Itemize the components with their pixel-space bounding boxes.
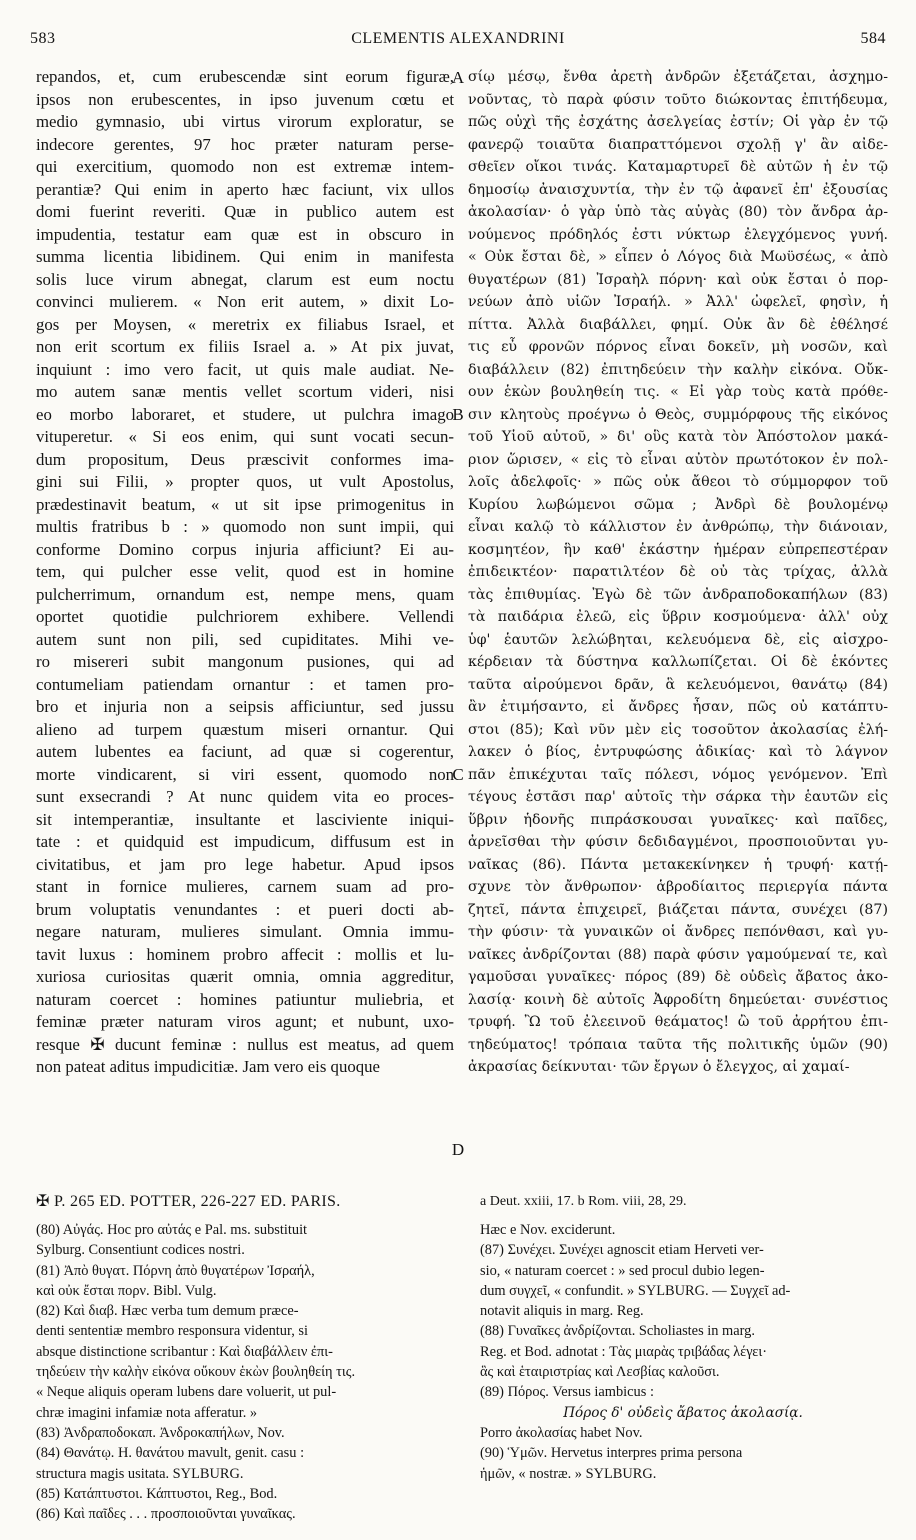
- greek-text-line: τηδεύματος! τρόπαια ταῦτα τῆς πολιτικῆς ὑμῶν (90): [468, 1036, 888, 1053]
- footnote-line: Sylburg. Consentiunt codices nostri.: [36, 1242, 245, 1259]
- footnote-line: « Neque aliquis operam lubens dare voluerit, ut pul-: [36, 1384, 337, 1401]
- latin-text-line: solis luce virum abnegat, clarum est eum noctu: [36, 269, 454, 289]
- latin-text-line: gos per Moysen, « meretrix ex filiabus Israel, et: [36, 314, 454, 334]
- greek-text-line: ναῖκας (86). Πάντα μετακεκίνηκεν ἡ τρυφή· κατῄ-: [468, 856, 888, 873]
- greek-text-line: ἀκολασίαν· ὁ γὰρ ὑπὸ τὰς αὐγὰς (80) τὸν ἄνδρα ἀρ-: [468, 204, 888, 220]
- greek-text-line: πῶς οὐχὶ τῆς ἐσχάτης ἀσελγείας ἐστίν; Οἱ γὰρ ἐν τῷ: [468, 114, 888, 130]
- footnote-line: (89) Πόρος. Versus iambicus :: [480, 1384, 654, 1401]
- greek-text-line: δημοσίῳ ἀναισχυντία, τὴν ἐν τῷ ἀφανεῖ ἐπ' ἐξουσίας: [468, 181, 888, 198]
- greek-text-line: τοῦ Υἱοῦ αὐτοῦ, » δι' οὓς κατὰ τὸν Ἀπόστολον μακά-: [468, 429, 888, 445]
- footnote-line: dum συγχεῖ, « confundit. » SYLBURG. — Συγχεῖ ad-: [480, 1282, 791, 1299]
- footnote-line: Πόρος δ' οὐδεὶς ἄβατος ἀκολασίᾳ.: [563, 1404, 803, 1421]
- greek-text-line: τὰς ἐπιθυμίας. Ἐγὼ δὲ τῶν ἀνδραποδοκαπήλων (83): [468, 586, 888, 603]
- latin-text-line: civitatibus, et jam pro lege habetur. Apud ipsos: [36, 854, 454, 874]
- greek-text-line: νοῦντας, τὸ παρὰ φύσιν τοῦτο διώκοντας ἐπιτήδευμα,: [468, 91, 888, 108]
- greek-text-line: Κυρίου λωβώμενοι σῶμα ; Ἀνδρὶ δὲ βουλομένῳ: [468, 496, 888, 513]
- greek-text-line: γαμοῦσαι γυναῖκες· πόρος (89) δὲ οὐδεὶς ἄβατος ἀκο-: [468, 969, 888, 985]
- latin-text-line: feminæ præter naturam viros agunt; et nubunt, uxo-: [36, 1012, 454, 1031]
- footnote-line: (84) Θανάτῳ. H. θανάτου mavult, genit. casu :: [36, 1445, 305, 1462]
- latin-text-line: tavit luxus : hominem probro affecit : mollis et lu-: [36, 944, 454, 964]
- latin-text-line: dum propositum, Deus præscivit conformes ima-: [36, 449, 454, 469]
- footnote-line: (85) Κατάπτυστοι. Κάπτυστοι, Reg., Bod.: [36, 1485, 278, 1502]
- footnote-line: notavit aliquis in marg. Reg.: [480, 1303, 644, 1320]
- footnotes-right: [480, 1220, 886, 1484]
- greek-text-line: σθεῖεν οἴκοι τινάς. Καταμαρτυρεῖ δὲ αὐτῶν ἡ ἐν τῷ: [468, 159, 888, 175]
- greek-text-line: ριον ὥρισεν, « εἰς τὸ εἶναι αὐτὸν πρωτότοκον ἐν πολ-: [468, 451, 888, 468]
- footnote-line: τηδεύειν τὴν καλὴν εἰκόνα οὔκουν ἑκὼν βουληθείη τις.: [36, 1364, 356, 1381]
- margin-marker-a: A: [451, 68, 465, 87]
- latin-text-line: alieno ad turpem quæstum miseri ornantur. Qui: [36, 719, 454, 739]
- page-number-right: 584: [860, 30, 886, 47]
- greek-text-line: τρυφή. Ὢ τοῦ ἐλεεινοῦ θεάματος! ὢ τοῦ ἀρρήτου ἐπι-: [468, 1014, 888, 1030]
- latin-text-line: ro misereri subit mangonum pusiones, qui ad: [36, 652, 454, 671]
- latin-text-line: domi fuerint reveriti. Quæ in publico autem est: [36, 202, 454, 221]
- latin-text-line: vituperetur. « Si eos enim, qui sunt vocati secun-: [36, 427, 454, 446]
- latin-text-line: morte vindicarent, si viri essent, quomodo non: [36, 764, 454, 784]
- running-header: [30, 30, 886, 54]
- latin-text-line: conforme Domino corpus injuria afficiunt? Ei au-: [36, 539, 454, 559]
- greek-column: [468, 66, 888, 1168]
- latin-text-line: perantiæ? Qui enim in aperto hæc faciunt, vix ullos: [36, 179, 454, 199]
- margin-marker-d: D: [451, 1140, 465, 1159]
- greek-text-line: εἶναι καλῷ τὸ κάλλιστον ἐν ἀνθρώπῳ, τὴν διάνοιαν,: [468, 519, 888, 535]
- latin-text-line: prædestinavit beatum, « ut sit ipse primogenitus in: [36, 494, 454, 514]
- footnote-line: Reg. et Bod. adnotat : Τὰς μιαρὰς τριβάδας λέγει·: [480, 1343, 768, 1360]
- footnote-line: structura magis usitata. SYLBURG.: [36, 1465, 244, 1482]
- latin-text-line: indecore gerentes, 97 hoc præter naturam perse-: [36, 134, 454, 154]
- latin-text-line: qui exercitium, quomodo non est extremæ intem-: [36, 157, 454, 176]
- margin-marker-b: B: [452, 405, 464, 424]
- footnote-line: (87) Συνέχει. Συνέχει agnoscit etiam Herveti ver-: [480, 1242, 764, 1259]
- page-number-left: 583: [30, 30, 56, 47]
- footnote-line: (90) Ὑμῶν. Hervetus interpres prima persona: [480, 1445, 743, 1462]
- latin-text-line: gini sui Filii, » propter quos, ut vult Apostolus,: [36, 472, 454, 491]
- latin-text-line: mo autem sanæ mentis vellet scortum videri, nisi: [36, 382, 454, 401]
- running-title: CLEMENTIS ALEXANDRINI: [351, 30, 565, 47]
- greek-text-line: σιν κλητοὺς προέγνω ὁ Θεὸς, συμμόρφους τῆς εἰκόνος: [468, 406, 888, 423]
- latin-text-line: non erit scortum ex filiis Israel a. » At pix juvat,: [36, 337, 454, 356]
- latin-text-line: non pateat aditus impudicitiæ. Jam vero eis quoque: [36, 1057, 380, 1076]
- greek-text-line: διαβάλλειν (82) ἐπιτηδεύειν τὴν καλὴν εἰκόνα. Οὔκ-: [468, 361, 888, 378]
- greek-text-line: λασίᾳ· κοινὴ δὲ αὐτοῖς Ἀφροδίτη δημεύεται· συνέστιος: [468, 991, 888, 1008]
- footnote-line: denti sententiæ membro responsura videntur, si: [36, 1323, 308, 1340]
- greek-text-line: νούμενος πρόδηλός ἐστι νύκτωρ ἐλεγχόμενος γυνή.: [468, 226, 888, 243]
- footnote-line: (82) Καὶ διαβ. Hæc verba tum demum præce-: [36, 1303, 299, 1320]
- latin-text-line: pulcherrimum, ornandum est, nempe mens, quam: [36, 584, 454, 604]
- greek-text-line: ὕβριν ἡδονῆς πιπράσκουσαι γυναῖκες· καὶ παῖδες,: [468, 811, 888, 828]
- greek-text-line: τέγους ἑστᾶσι παρ' αὐτοῖς τὴν σάρκα τὴν ἑαυτῶν εἰς: [468, 789, 888, 805]
- latin-text-line: naturam coercet : homines patiuntur muliebria, et: [36, 989, 454, 1009]
- greek-text-line: τὰ παιδάρια ἐλεῶ, εἰς ὕβριν κοσμούμενα· ἀλλ' οὐχ: [468, 609, 888, 625]
- latin-text-line: brum voluptatis venundantes : et pueri docti ab-: [36, 899, 454, 919]
- latin-text-line: resque ✠ ducunt feminæ : nullus est meatus, ad quem: [36, 1034, 454, 1054]
- footnote-line: absque distinctione scribantur : Καὶ διαβάλλειν ἐπι-: [36, 1343, 333, 1360]
- footnotes-left: [36, 1220, 454, 1524]
- greek-text-line: « Οὐκ ἔσται δὲ, » εἶπεν ὁ Λόγος διὰ Μωϋσέως, « ἀπὸ: [468, 249, 888, 265]
- scripture-references: a Deut. xxiii, 17. b Rom. viii, 28, 29.: [480, 1194, 687, 1209]
- footnote-line: chræ imagini infamiæ nota afferatur. »: [36, 1404, 258, 1421]
- greek-text-line: στοι (85); Καὶ νῦν μὲν εἰς τοσοῦτον ἀκολασίας ἐλή-: [468, 721, 888, 738]
- greek-text-line: ουν ἑκὼν βουληθείη τις. « Εἰ γὰρ τοὺς κατὰ πρόθε-: [468, 384, 888, 400]
- greek-text-line: σίῳ μέσῳ, ἔνθα ἀρετὴ ἀνδρῶν ἐξετάζεται, ἀσχημο-: [468, 69, 888, 85]
- latin-text-line: convinci mulierem. « Non erit autem, » dixit Lo-: [36, 292, 454, 311]
- greek-text-line: ἂν ἐτιμήσαντο, εἰ ἄνδρες ἦσαν, πῶς οὐ κατάπτυ-: [468, 699, 888, 715]
- latin-text-line: tem, qui pulcher esse velit, quod est in homine: [36, 562, 454, 581]
- latin-text-line: negare naturam, mulieres simulant. Omnia immu-: [36, 922, 454, 941]
- greek-text-line: πίττα. Ἀλλὰ διαβάλλει, φημί. Οὐκ ἂν δὲ ἐθέλησέ: [468, 316, 888, 333]
- latin-text-line: oportet quotidie pulchriorem exhibere. Vellendi: [36, 607, 454, 626]
- greek-text-line: ἀρνεῖσθαι τὴν φύσιν δεδιδαγμένοι, προσποιοῦνται γυ-: [468, 834, 888, 850]
- footnote-line: (80) Αὐγάς. Hoc pro αὐτάς e Pal. ms. substituit: [36, 1222, 308, 1238]
- latin-text-line: inquiunt : imo vero facit, ut quis male audiat. Ne-: [36, 359, 454, 379]
- footnote-line: (86) Καὶ παῖδες . . . προσποιοῦνται γυναῖκας.: [36, 1506, 296, 1523]
- greek-text-line: κέρδειαν τὰ δύστηνα καλλωπίζεται. Οἱ δὲ ἑκόντες: [468, 654, 888, 670]
- latin-text-line: ipsos non erubescentes, in ipso juvenum cœtu et: [36, 89, 454, 109]
- edition-reference: ✠ P. 265 ED. POTTER, 226-227 ED. PARIS.: [36, 1193, 341, 1210]
- latin-column: [36, 66, 454, 1168]
- latin-text-line: stant in fornice mulieres, carnem suam ad pro-: [36, 877, 454, 896]
- footnote-line: καὶ οὐκ ἔσται πορν. Bibl. Vulg.: [36, 1282, 217, 1299]
- latin-text-line: contumeliam patiendam ornantur : et tamen pro-: [36, 674, 454, 694]
- greek-text-line: ναῖκες ἀνδρίζονται (88) παρὰ φύσιν γαμούμεναί τε, καὶ: [468, 946, 888, 963]
- margin-marker-c: C: [452, 765, 464, 784]
- latin-text-line: sunt exsecrandi ? At nunc quidem vita eo proces-: [36, 787, 454, 806]
- latin-text-line: xuriosa curiositas quærit omnia, omnia aggreditur,: [36, 967, 454, 986]
- latin-text-line: autem sunt non pili, sed cupiditates. Mihi ve-: [36, 629, 454, 649]
- latin-text-line: sit intemperantiæ, insultante et lasciviente iniqui-: [36, 809, 454, 829]
- footnote-line: Porro ἀκολασίας habet Nov.: [480, 1424, 643, 1441]
- greek-text-line: σχυνε τὸν ἄνθρωπον· ἁβροδίαιτος περιεργία πάντα: [468, 879, 888, 895]
- greek-text-line: λοῖς ἀδελφοῖς· » πῶς οὐκ ἄθεοι τὸ σύμμορφον τοῦ: [468, 474, 888, 490]
- latin-text-line: tate : et quidquid est impudicum, diffusum est in: [36, 832, 454, 851]
- latin-text-line: multis fratribus b : » quomodo non sunt impii, qui: [36, 517, 454, 536]
- latin-text-line: eo morbo laboraret, et studere, ut pulchra imago: [36, 404, 454, 424]
- greek-text-line: θυγατέρων (81) Ἰσραὴλ πόρνη· καὶ οὐκ ἔσται ὁ πορ-: [468, 271, 888, 288]
- greek-text-line: ζητεῖ, πάντα ἐπιχειρεῖ, βιάζεται πάντα, συνέχει (87): [468, 901, 888, 918]
- footnote-line: ἡμῶν, « nostræ. » SYLBURG.: [480, 1465, 657, 1482]
- latin-text-line: medio gymnasio, ubi virtus virorum exploratur, se: [36, 112, 454, 131]
- greek-text-line: κοσμητέον, ἣν καθ' ἑκάστην ἡμέραν εὐπρεπεστέραν: [468, 541, 888, 558]
- greek-text-line: ταῦτα αἱρούμενοι δρᾶν, ἃ κελευόμενοι, θανάτῳ (84): [468, 676, 888, 693]
- greek-text-line: ἐπιδεικτέον· παρατιλτέον δὲ οὐ τὰς τρίχας, ἀλλὰ: [468, 564, 888, 580]
- greek-text-line: ἀκρασίας δείκνυται· τῶν ἔργων ὁ ἔλεγχος, αἱ χαμαί-: [468, 1059, 850, 1075]
- greek-text-line: τὴν φύσιν· τὰ γυναικῶν οἱ ἄνδρες πεπόνθασι, καὶ γυ-: [468, 924, 888, 940]
- latin-text-line: repandos, et, cum erubescendæ sint eorum figuræ,: [36, 67, 454, 86]
- greek-text-line: νεύων ἀπὸ υἱῶν Ἰσραήλ. » Ἀλλ' ὠφελεῖ, φησὶν, ἡ: [468, 294, 888, 310]
- footnote-line: (81) Ἀπὸ θυγατ. Πόρνη ἀπὸ θυγατέρων Ἰσραήλ,: [36, 1262, 315, 1279]
- footnote-line: (83) Ἀνδραποδοκαπ. Ἀνδροκαπήλων, Nov.: [36, 1424, 285, 1441]
- greek-text-line: τις εὖ φρονῶν πόρνος εἶναι δοκεῖν, μὴ νοσῶν, καὶ: [468, 339, 888, 355]
- footnote-line: sio, « naturam coercet : » sed procul dubio legen-: [480, 1262, 765, 1279]
- greek-text-line: ὑφ' ἑαυτῶν λελώβηται, κελευόμενα δὲ, εἰς αἰσχρο-: [468, 631, 888, 648]
- latin-text-line: bro et injuria non a seipsis afficiuntur, sed jussu: [36, 697, 454, 716]
- latin-text-line: summa licentia libidinem. Qui enim in manifesta: [36, 247, 454, 266]
- footnote-line: Hæc e Nov. exciderunt.: [480, 1222, 616, 1238]
- greek-text-line: φανερῷ τοιαῦτα διαπραττόμενοι σχολῇ γ' ἂν αἰδε-: [468, 136, 888, 153]
- latin-text-line: impudentia, testatur eam quæ est in obscuro in: [36, 224, 454, 244]
- footnote-line: (88) Γυναῖκες ἀνδρίζονται. Scholiastes in marg.: [480, 1323, 755, 1340]
- greek-text-line: πᾶν ἐπικέχυται ταῖς πόλεσι, νόμος γενόμενον. Ἐπὶ: [468, 766, 888, 783]
- greek-text-line: λακεν ὁ βίος, ἐντρυφώσης ἀδικίας· καὶ τὸ λάγνον: [468, 744, 888, 760]
- latin-text-line: autem lubentes ea faciunt, ad quæ si cogerentur,: [36, 742, 454, 761]
- footnote-line: ἃς καὶ ἑταιριστρίας καὶ Λεσβίας καλοῦσι.: [480, 1364, 720, 1381]
